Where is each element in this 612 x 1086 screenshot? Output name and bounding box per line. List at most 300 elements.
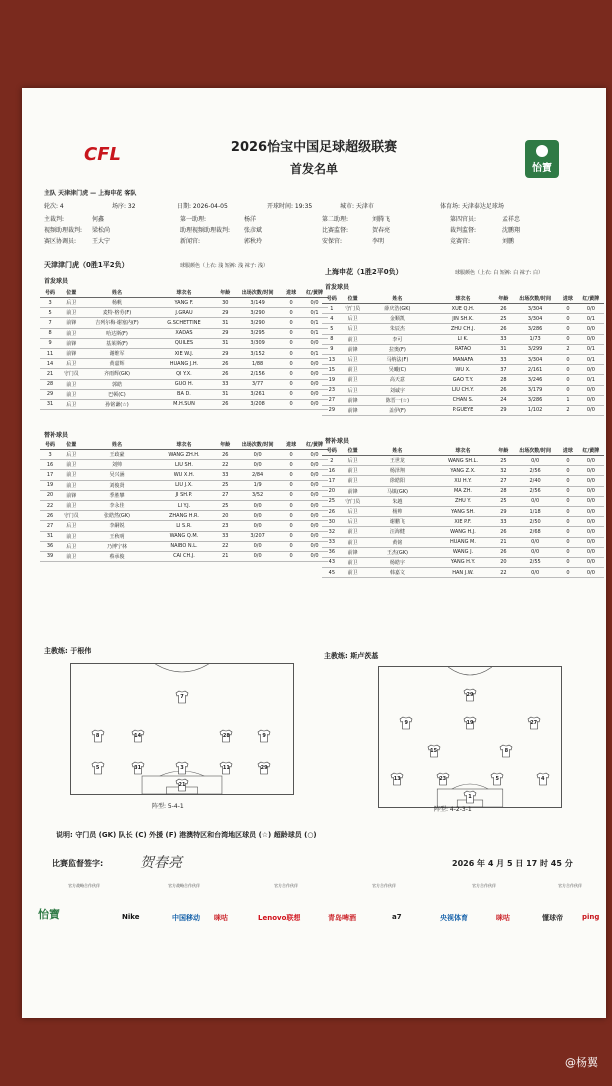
table-cell: 前锋 bbox=[60, 338, 82, 348]
table-row bbox=[40, 359, 328, 369]
table-cell: 30 bbox=[322, 517, 342, 527]
table-row bbox=[322, 537, 604, 547]
table-cell: HAN J.W. bbox=[431, 568, 494, 578]
shirt-number: 27 bbox=[530, 720, 538, 726]
table-cell: 29 bbox=[495, 405, 512, 415]
table-cell: 3/261 bbox=[234, 389, 281, 399]
home-starters-table bbox=[40, 288, 328, 410]
table-cell: 31 bbox=[216, 338, 234, 348]
column-header: 位置 bbox=[342, 446, 364, 456]
table-cell: QUILES bbox=[152, 338, 217, 348]
table-row bbox=[40, 308, 328, 318]
table-cell: WU X.H. bbox=[152, 470, 217, 480]
table-cell: 0/0 bbox=[578, 506, 604, 516]
table-row bbox=[322, 385, 604, 395]
table-cell: 20 bbox=[216, 511, 234, 521]
table-cell: 后卫 bbox=[342, 506, 364, 516]
table-row bbox=[40, 541, 328, 551]
column-header: 出场次数/时间 bbox=[512, 446, 558, 456]
table-cell: 5 bbox=[40, 308, 60, 318]
away-formation-pitch bbox=[378, 666, 562, 808]
column-header: 号码 bbox=[40, 440, 60, 450]
table-row bbox=[322, 517, 604, 527]
table-cell: 巴顿(C) bbox=[82, 389, 151, 399]
table-cell: 0 bbox=[558, 466, 578, 476]
table-row bbox=[322, 506, 604, 516]
table-cell: 徐皓阳 bbox=[364, 476, 432, 486]
sponsor-logo: 青岛啤酒 bbox=[328, 914, 356, 922]
table-cell: 30 bbox=[216, 298, 234, 308]
column-header: 姓名 bbox=[364, 294, 432, 304]
table-cell: 0 bbox=[558, 557, 578, 567]
table-cell: 0 bbox=[281, 348, 301, 358]
table-cell: 后卫 bbox=[342, 324, 364, 334]
table-cell: 3/152 bbox=[234, 348, 281, 358]
table-cell: 0/1 bbox=[301, 318, 328, 328]
table-cell: 3/179 bbox=[512, 385, 558, 395]
table-cell: LIU J.X. bbox=[152, 480, 217, 490]
table-cell: 2/50 bbox=[512, 517, 558, 527]
table-cell: 16 bbox=[322, 466, 342, 476]
table-cell: 0 bbox=[281, 308, 301, 318]
table-cell: 0 bbox=[281, 450, 301, 460]
table-cell: 0/0 bbox=[578, 557, 604, 567]
table-cell: RATAO bbox=[431, 344, 494, 354]
table-cell: 31 bbox=[495, 344, 512, 354]
player-shirt-icon bbox=[399, 716, 413, 730]
table-cell: 0 bbox=[558, 537, 578, 547]
table-header bbox=[322, 446, 604, 456]
shirt-number: 9 bbox=[262, 732, 266, 739]
shirt-number: 21 bbox=[178, 781, 186, 788]
table-cell: 0 bbox=[558, 456, 578, 466]
table-row bbox=[40, 328, 328, 338]
table-cell: 0/0 bbox=[301, 298, 328, 308]
table-row bbox=[322, 344, 604, 354]
table-row bbox=[322, 354, 604, 364]
table-cell: 前锋 bbox=[60, 318, 82, 328]
table-cell: 0/0 bbox=[578, 395, 604, 405]
away-subs-label: 替补球员 bbox=[325, 438, 350, 445]
table-cell: 3/304 bbox=[512, 314, 558, 324]
table-cell: 0/0 bbox=[578, 304, 604, 314]
table-cell: 0/0 bbox=[301, 500, 328, 510]
table-row bbox=[322, 395, 604, 405]
table-cell: 32 bbox=[495, 466, 512, 476]
sponsor-label: 官方合作伙伴 bbox=[372, 883, 396, 888]
table-cell: J.GRAU bbox=[152, 308, 217, 318]
table-cell: 26 bbox=[495, 527, 512, 537]
table-cell: 前卫 bbox=[342, 527, 364, 537]
table-cell: CAI CH.J. bbox=[152, 551, 217, 561]
shirt-number: 19 bbox=[466, 720, 474, 726]
column-header: 红/黄牌 bbox=[578, 446, 604, 456]
table-cell: 25 bbox=[322, 496, 342, 506]
table-cell: HUANG J.H. bbox=[152, 359, 217, 369]
table-row bbox=[322, 304, 604, 314]
column-header: 进球 bbox=[281, 288, 301, 298]
table-cell: 前锋 bbox=[342, 395, 364, 405]
table-cell: 谢维军 bbox=[82, 348, 151, 358]
table-cell: 33 bbox=[216, 470, 234, 480]
table-cell: 0/1 bbox=[578, 314, 604, 324]
player-shirt-icon bbox=[463, 716, 477, 730]
table-cell: 21 bbox=[495, 537, 512, 547]
table-cell: 0/0 bbox=[578, 547, 604, 557]
table-cell: 0/0 bbox=[234, 541, 281, 551]
table-cell: 0/0 bbox=[234, 500, 281, 510]
column-header: 球衣名 bbox=[152, 288, 217, 298]
page-title: 2026怡宝中国足球超级联赛 bbox=[230, 140, 398, 155]
shirt-number: 14 bbox=[134, 732, 142, 739]
table-cell: 0 bbox=[558, 517, 578, 527]
column-header: 进球 bbox=[281, 440, 301, 450]
official-name: 刘鹏 bbox=[502, 238, 515, 245]
table-cell: QI Y.X. bbox=[152, 369, 217, 379]
table-cell: 张皓然(GK) bbox=[82, 511, 151, 521]
table-cell: 0/0 bbox=[512, 547, 558, 557]
round: 轮次: 4 bbox=[44, 203, 64, 210]
table-cell: 马纳法(F) bbox=[364, 354, 432, 364]
table-cell: 11 bbox=[40, 348, 60, 358]
table-cell: 麦特·格劳(F) bbox=[82, 308, 151, 318]
official-name: 李明 bbox=[372, 238, 385, 245]
shirt-number: 1 bbox=[468, 794, 472, 801]
player-shirt-icon bbox=[257, 729, 271, 743]
table-cell: 25 bbox=[216, 500, 234, 510]
table-cell: 0/0 bbox=[301, 338, 328, 348]
table-cell: 吴曦(C) bbox=[364, 365, 432, 375]
table-cell: 前卫 bbox=[342, 568, 364, 578]
table-cell: 陈晋一(☆) bbox=[364, 395, 432, 405]
table-row bbox=[40, 379, 328, 389]
home-starters-label: 首发球员 bbox=[44, 278, 69, 285]
table-row bbox=[40, 318, 328, 328]
official-label: 助理视频助理裁判: bbox=[180, 227, 231, 234]
sponsor-logo: a7 bbox=[392, 913, 402, 921]
table-cell: 郭皓 bbox=[82, 379, 151, 389]
table-cell: 前卫 bbox=[60, 328, 82, 338]
table-cell: 0/0 bbox=[578, 568, 604, 578]
table-cell: 吉列尔梅·谢塞内(F) bbox=[82, 318, 151, 328]
table-cell: 33 bbox=[495, 354, 512, 364]
table-cell: 2 bbox=[558, 405, 578, 415]
table-cell: ZHANG H.R. bbox=[152, 511, 217, 521]
table-cell: 0/0 bbox=[234, 521, 281, 531]
sponsor-logo: 咪咕 bbox=[496, 914, 510, 922]
player-shirt-icon bbox=[175, 761, 189, 775]
player-shirt-icon bbox=[219, 729, 233, 743]
sponsor-logo: 央视体育 bbox=[440, 914, 468, 922]
table-cell: JI SH.P. bbox=[152, 490, 217, 500]
table-cell: 刘俊贤 bbox=[82, 480, 151, 490]
table-cell: 0/0 bbox=[578, 385, 604, 395]
player-shirt-icon bbox=[427, 744, 441, 758]
table-cell: 0/0 bbox=[301, 490, 328, 500]
table-cell: 0 bbox=[281, 379, 301, 389]
table-cell: 马镇(GK) bbox=[364, 486, 432, 496]
table-row bbox=[40, 399, 328, 409]
official-label: 第二助理: bbox=[322, 216, 349, 223]
table-cell: 22 bbox=[495, 568, 512, 578]
table-cell: 前卫 bbox=[60, 551, 82, 561]
table-cell: 0/0 bbox=[578, 334, 604, 344]
table-cell: 前锋 bbox=[342, 344, 364, 354]
table-cell: 0 bbox=[558, 476, 578, 486]
table-cell: 0/0 bbox=[578, 527, 604, 537]
table-cell: 后卫 bbox=[342, 385, 364, 395]
table-cell: XUE Q.H. bbox=[431, 304, 494, 314]
table-cell: 0 bbox=[558, 506, 578, 516]
table-cell: 杨泽翔 bbox=[364, 466, 432, 476]
official-name: 何鑫 bbox=[92, 216, 105, 223]
table-cell: 2/40 bbox=[512, 476, 558, 486]
table-cell: 37 bbox=[495, 365, 512, 375]
table-cell: 0 bbox=[558, 547, 578, 557]
table-cell: 前卫 bbox=[60, 470, 82, 480]
table-cell: 前卫 bbox=[60, 389, 82, 399]
table-cell: 前卫 bbox=[342, 365, 364, 375]
table-cell: 前卫 bbox=[60, 480, 82, 490]
table-cell: 前卫 bbox=[342, 537, 364, 547]
table-cell: 0/1 bbox=[578, 375, 604, 385]
table-cell: 25 bbox=[216, 480, 234, 490]
table-cell: 3 bbox=[40, 450, 60, 460]
table-cell: 22 bbox=[40, 500, 60, 510]
table-cell: 高天意 bbox=[364, 375, 432, 385]
venue: 体育场: 天津泰达足球场 bbox=[440, 203, 504, 210]
table-cell: 4 bbox=[322, 314, 342, 324]
column-header: 红/黄牌 bbox=[301, 440, 328, 450]
table-cell: 0 bbox=[558, 334, 578, 344]
table-row bbox=[322, 486, 604, 496]
table-cell: 0/0 bbox=[512, 456, 558, 466]
table-cell: 19 bbox=[40, 480, 60, 490]
column-header: 球衣名 bbox=[431, 446, 494, 456]
table-cell: 26 bbox=[495, 385, 512, 395]
table-cell: 29 bbox=[216, 308, 234, 318]
sponsor-logo: Nike bbox=[122, 913, 140, 921]
table-cell: 20 bbox=[495, 557, 512, 567]
player-shirt-icon bbox=[536, 772, 550, 786]
table-cell: 后卫 bbox=[60, 359, 82, 369]
table-cell: 杨帆 bbox=[82, 298, 151, 308]
table-cell: 金顺凯 bbox=[364, 314, 432, 324]
table-cell: 0 bbox=[281, 531, 301, 541]
sponsor-label: 官方战略合作伙伴 bbox=[168, 883, 200, 888]
table-cell: 0 bbox=[558, 304, 578, 314]
table-cell: 23 bbox=[216, 521, 234, 531]
table-cell: 8 bbox=[40, 328, 60, 338]
table-cell: 3/295 bbox=[234, 328, 281, 338]
table-cell: 0/0 bbox=[234, 511, 281, 521]
table-cell: 0 bbox=[281, 500, 301, 510]
table-cell: 0 bbox=[281, 490, 301, 500]
table-cell: 0/0 bbox=[301, 389, 328, 399]
table-cell: 孙铭谦(☆) bbox=[82, 399, 151, 409]
column-header: 年龄 bbox=[216, 288, 234, 298]
table-row bbox=[322, 324, 604, 334]
away-coach: 主教练: 斯卢茨基 bbox=[324, 652, 379, 660]
shirt-number: 4 bbox=[541, 776, 545, 782]
table-cell: XADAS bbox=[152, 328, 217, 338]
table-cell: 前卫 bbox=[342, 466, 364, 476]
table-cell: 0/0 bbox=[301, 399, 328, 409]
column-header: 姓名 bbox=[82, 440, 151, 450]
table-cell: 3/52 bbox=[234, 490, 281, 500]
table-cell: 1/9 bbox=[234, 480, 281, 490]
table-cell: 0/0 bbox=[301, 531, 328, 541]
table-cell: 0/1 bbox=[578, 354, 604, 364]
sponsor-label: 官方合作伙伴 bbox=[472, 883, 496, 888]
table-cell: 28 bbox=[495, 486, 512, 496]
player-shirt-icon bbox=[463, 688, 477, 702]
table-cell: 2/84 bbox=[234, 470, 281, 480]
official-name: 郭秋玲 bbox=[244, 238, 263, 245]
away-subs-table bbox=[322, 446, 604, 578]
table-cell: 31 bbox=[216, 389, 234, 399]
shirt-number: 29 bbox=[466, 692, 474, 698]
table-cell: 0 bbox=[281, 541, 301, 551]
table-cell: 32 bbox=[322, 527, 342, 537]
table-cell: YANG Z.X. bbox=[431, 466, 494, 476]
table-cell: 前卫 bbox=[60, 308, 82, 318]
table-row bbox=[40, 480, 328, 490]
table-cell: MA ZH. bbox=[431, 486, 494, 496]
table-cell: 22 bbox=[216, 460, 234, 470]
column-header: 年龄 bbox=[495, 294, 512, 304]
table-cell: 吴兴涵 bbox=[82, 470, 151, 480]
table-cell: 守门员 bbox=[342, 304, 364, 314]
table-cell: 王秋明 bbox=[82, 531, 151, 541]
table-cell: 1/102 bbox=[512, 405, 558, 415]
column-header: 位置 bbox=[60, 288, 82, 298]
official-label: 安保官: bbox=[322, 238, 343, 245]
table-cell: 0/0 bbox=[301, 359, 328, 369]
table-cell: 0/0 bbox=[234, 551, 281, 561]
table-cell: 0 bbox=[281, 318, 301, 328]
table-cell: 0 bbox=[558, 486, 578, 496]
official-label: 第四官员: bbox=[450, 216, 477, 223]
table-cell: 0 bbox=[281, 328, 301, 338]
table-cell: 0 bbox=[558, 527, 578, 537]
table-row bbox=[40, 298, 328, 308]
table-cell: 0 bbox=[281, 460, 301, 470]
column-header: 球衣名 bbox=[152, 440, 217, 450]
table-cell: M.H.SUN bbox=[152, 399, 217, 409]
home-subs-table bbox=[40, 440, 328, 562]
table-cell: 3/208 bbox=[234, 399, 281, 409]
table-cell: 0 bbox=[558, 375, 578, 385]
table-cell: 3/207 bbox=[234, 531, 281, 541]
table-cell: 26 bbox=[216, 369, 234, 379]
table-cell: 21 bbox=[40, 369, 60, 379]
table-cell: MANAFA bbox=[431, 354, 494, 364]
table-row bbox=[40, 389, 328, 399]
table-cell: 0/0 bbox=[578, 537, 604, 547]
table-cell: 3/77 bbox=[234, 379, 281, 389]
table-cell: 3/286 bbox=[512, 324, 558, 334]
table-cell: 0/0 bbox=[578, 456, 604, 466]
table-cell: 王杰(GK) bbox=[364, 547, 432, 557]
table-cell: 薛庆浩(GK) bbox=[364, 304, 432, 314]
table-cell: 前卫 bbox=[342, 334, 364, 344]
column-header: 出场次数/时间 bbox=[234, 440, 281, 450]
table-cell: GUO H. bbox=[152, 379, 217, 389]
table-cell: 季胜攀 bbox=[82, 490, 151, 500]
official-label: 第一助理: bbox=[180, 216, 207, 223]
table-cell: GAO T.Y. bbox=[431, 375, 494, 385]
table-row bbox=[322, 547, 604, 557]
official-label: 视频助理裁判: bbox=[44, 227, 83, 234]
shirt-number: 5 bbox=[495, 776, 500, 782]
match-date: 日期: 2026-04-05 bbox=[177, 203, 228, 210]
table-row bbox=[40, 369, 328, 379]
table-row bbox=[322, 334, 604, 344]
table-cell: 3/309 bbox=[234, 338, 281, 348]
table-cell: 0/0 bbox=[301, 460, 328, 470]
column-header: 号码 bbox=[322, 294, 342, 304]
table-row bbox=[40, 338, 328, 348]
csl-logo-text: 怡寶 bbox=[532, 162, 552, 174]
table-cell: 王政豪 bbox=[82, 450, 151, 460]
player-shirt-icon bbox=[436, 772, 450, 786]
shirt-number: 13 bbox=[393, 776, 401, 782]
shirt-number: 31 bbox=[134, 765, 142, 771]
table-cell: 31 bbox=[40, 399, 60, 409]
sponsor-label: 官方合作伙伴 bbox=[558, 883, 582, 888]
official-label: 裁判监督: bbox=[450, 227, 477, 234]
table-cell: 0 bbox=[558, 365, 578, 375]
table-cell: 哈达斯(F) bbox=[82, 328, 151, 338]
table-cell: 后卫 bbox=[342, 456, 364, 466]
table-cell: 后卫 bbox=[60, 541, 82, 551]
official-name: 张彦斌 bbox=[244, 227, 263, 234]
table-cell: 2/68 bbox=[512, 527, 558, 537]
column-header: 出场次数/时间 bbox=[234, 288, 281, 298]
player-shirt-icon bbox=[131, 761, 145, 775]
table-cell: 黄嘉辉 bbox=[82, 359, 151, 369]
table-row bbox=[322, 456, 604, 466]
table-cell: 29 bbox=[322, 405, 342, 415]
table-cell: 17 bbox=[40, 470, 60, 480]
match-no: 场序: 32 bbox=[112, 203, 136, 210]
column-header: 号码 bbox=[40, 288, 60, 298]
official-name: 杨洋 bbox=[244, 216, 257, 223]
table-cell: 1/73 bbox=[512, 334, 558, 344]
table-cell: 13 bbox=[322, 354, 342, 364]
table-cell: 33 bbox=[216, 531, 234, 541]
table-cell: 守门员 bbox=[60, 511, 82, 521]
table-cell: 黄铭 bbox=[364, 537, 432, 547]
table-cell: 朱辰杰 bbox=[364, 324, 432, 334]
table-cell: WANG Q.M. bbox=[152, 531, 217, 541]
table-row bbox=[40, 551, 328, 561]
official-label: 新闻官: bbox=[180, 238, 201, 245]
table-header bbox=[40, 440, 328, 450]
table-cell: 0 bbox=[281, 480, 301, 490]
column-header: 姓名 bbox=[364, 446, 432, 456]
match-line: 主队 天津津门虎 — 上海申花 客队 bbox=[44, 190, 137, 197]
table-cell: 0 bbox=[281, 399, 301, 409]
table-cell: 盖伊(F) bbox=[364, 405, 432, 415]
table-cell: 1 bbox=[322, 304, 342, 314]
official-label: 竞赛官: bbox=[450, 238, 471, 245]
table-cell: 3/304 bbox=[512, 354, 558, 364]
table-cell: 16 bbox=[40, 460, 60, 470]
table-cell: LIU CH.Y. bbox=[431, 385, 494, 395]
table-cell: 基莱斯(F) bbox=[82, 338, 151, 348]
